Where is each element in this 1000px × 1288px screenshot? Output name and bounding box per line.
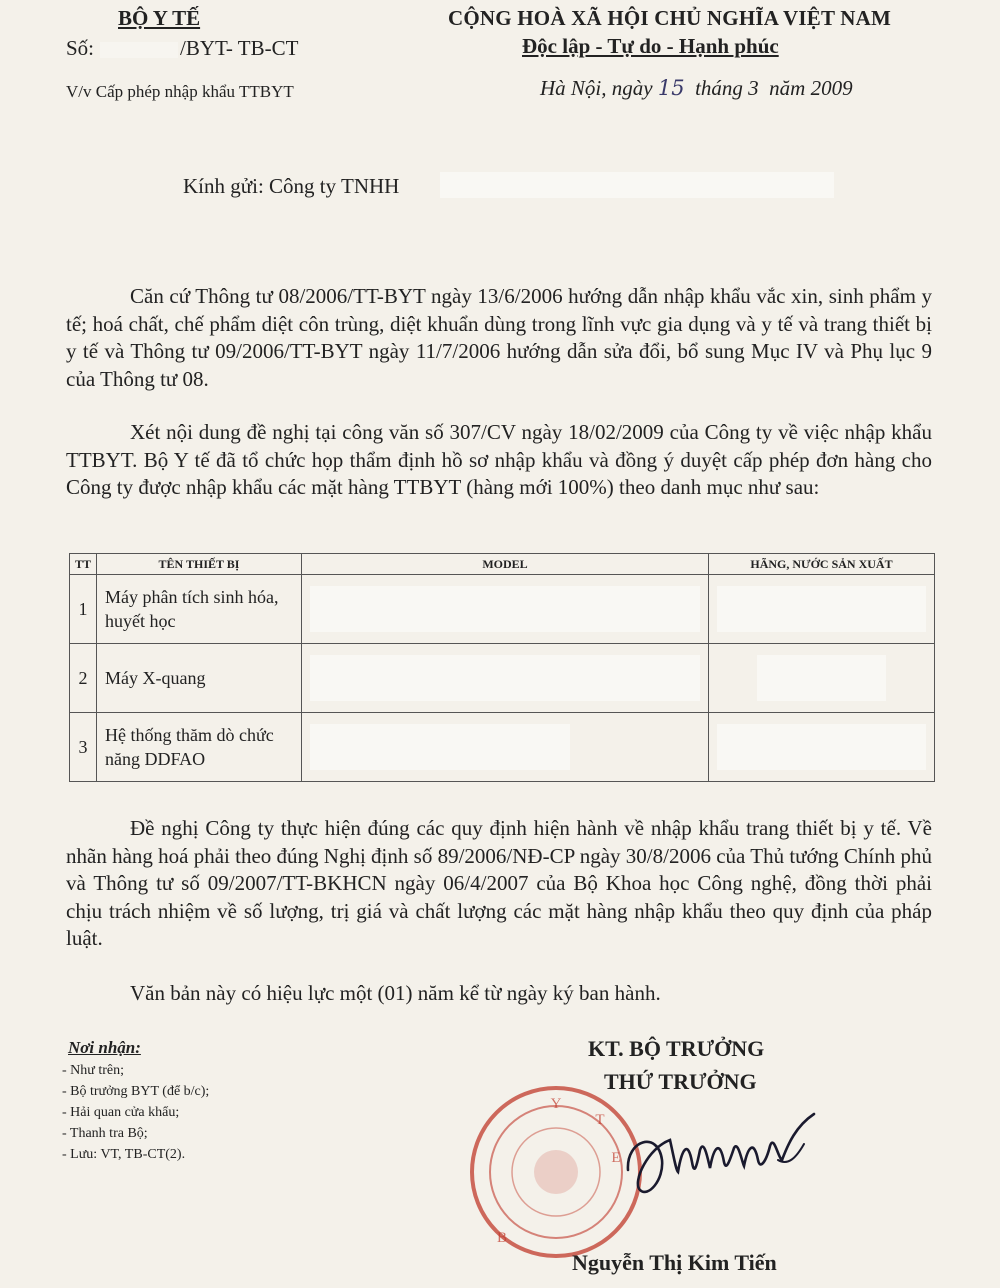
row-number: 3 <box>70 713 97 782</box>
national-motto: Độc lập - Tự do - Hạnh phúc <box>522 34 779 58</box>
redacted-model <box>310 586 700 632</box>
table-row <box>70 644 935 713</box>
paragraph-legal-basis: Căn cứ Thông tư 08/2006/TT-BYT ngày 13/6/2006 hướng dẫn nhập khẩu vắc xin, sinh phẩm y tế; hoá chất, chế phẩm diệt côn trùng, diệt khuẩn dùng trong lĩnh vực gia dụng và y tế và trang thiết bị y tế và Thông tư 09/2006/TT-BYT ngày 11/7/2006 hướng dẫn sửa đổi, bổ sung Mục IV và Phụ lục 9 của Thông tư 08. <box>66 284 932 391</box>
row-number: 1 <box>70 575 97 644</box>
paragraph-requirements: Đề nghị Công ty thực hiện đúng các quy định hiện hành về nhập khẩu trang thiết bị y tế. Về nhãn hàng hoá phải theo đúng Nghị định số 89/2006/NĐ-CP ngày 30/8/2006 của Thủ tướng Chính phủ và Thông tư số 09/2007/TT-BKHCN ngày 06/4/2007 của Bộ Khoa học Công nghệ, đồng thời phải chịu trách nhiệm về số lượng, trị giá và chất lượng các mặt hàng nhập khẩu theo quy định của pháp luật. <box>66 816 932 950</box>
list-item: - Hải quan cửa khẩu; <box>62 1105 180 1120</box>
redacted-manufacturer <box>717 724 926 770</box>
doc-number-prefix: Số: <box>66 36 95 60</box>
national-title: CỘNG HOÀ XÃ HỘI CHỦ NGHĨA VIỆT NAM <box>448 6 891 30</box>
signature-title-line2: THỨ TRƯỞNG <box>604 1069 757 1094</box>
date-day-handwritten: 15 <box>657 76 685 100</box>
recipients-title: Nơi nhận: <box>68 1038 141 1057</box>
header-manufacturer: HÃNG, NƯỚC SẢN XUẤT <box>709 554 935 575</box>
device-name: Máy X-quang <box>97 644 302 713</box>
paragraph-validity: Văn bản này có hiệu lực một (01) năm kể từ ngày ký ban hành. <box>130 981 661 1005</box>
issuing-organization: BỘ Y TẾ <box>118 6 201 30</box>
document-subject: V/v Cấp phép nhập khẩu TTBYT <box>66 82 294 101</box>
handwritten-signature-icon <box>618 1100 838 1210</box>
header-tt: TT <box>70 554 97 575</box>
manufacturer-cell <box>709 713 935 782</box>
manufacturer-cell <box>709 644 935 713</box>
redacted-number <box>100 42 178 58</box>
paragraph-consideration: Xét nội dung đề nghị tại công văn số 307/CV ngày 18/02/2009 của Công ty về việc nhập khẩu TTBYT. Bộ Y tế đã tổ chức họp thẩm định hồ sơ nhập khẩu và đồng ý duyệt cấp phép đơn hàng cho Công ty được nhập khẩu các mặt hàng TTBYT (hàng mới 100%) theo danh mục như sau: <box>66 420 932 499</box>
redacted-manufacturer <box>757 655 886 701</box>
recipients-list <box>62 1060 209 1165</box>
date-line <box>540 76 853 101</box>
doc-number-suffix: /BYT- TB-CT <box>180 36 299 60</box>
list-item: - Như trên; <box>62 1063 125 1078</box>
signature-title-line1: KT. BỘ TRƯỞNG <box>588 1036 765 1061</box>
model-cell <box>302 575 709 644</box>
list-item: - Bộ trưởng BYT (để b/c); <box>62 1084 210 1099</box>
table-header-row <box>70 554 935 575</box>
date-year: năm 2009 <box>769 76 853 100</box>
redacted-model <box>310 724 570 770</box>
svg-text:B: B <box>496 1230 508 1246</box>
date-month: tháng 3 <box>695 76 759 100</box>
model-cell <box>302 713 709 782</box>
table-row <box>70 713 935 782</box>
header-model: MODEL <box>302 554 709 575</box>
recipient-line: Kính gửi: Công ty TNHH <box>183 174 400 198</box>
device-name: Hệ thống thăm dò chức năng DDFAO <box>97 713 302 782</box>
list-item: - Lưu: VT, TB-CT(2). <box>62 1147 186 1162</box>
redacted-model <box>310 655 700 701</box>
header-device-name: TÊN THIẾT BỊ <box>97 554 302 575</box>
table-row <box>70 575 935 644</box>
document-number <box>66 36 298 61</box>
signer-name: Nguyễn Thị Kim Tiến <box>572 1250 777 1275</box>
device-name: Máy phân tích sinh hóa, huyết học <box>97 575 302 644</box>
equipment-table <box>69 553 935 782</box>
model-cell <box>302 644 709 713</box>
date-prefix: Hà Nội, ngày <box>540 76 653 100</box>
row-number: 2 <box>70 644 97 713</box>
manufacturer-cell <box>709 575 935 644</box>
list-item: - Thanh tra Bộ; <box>62 1126 148 1141</box>
svg-text:E: E <box>611 1150 621 1166</box>
svg-text:Y: Y <box>550 1096 562 1112</box>
redacted-company-name <box>440 172 834 198</box>
redacted-manufacturer <box>717 586 926 632</box>
svg-text:T: T <box>595 1112 605 1128</box>
